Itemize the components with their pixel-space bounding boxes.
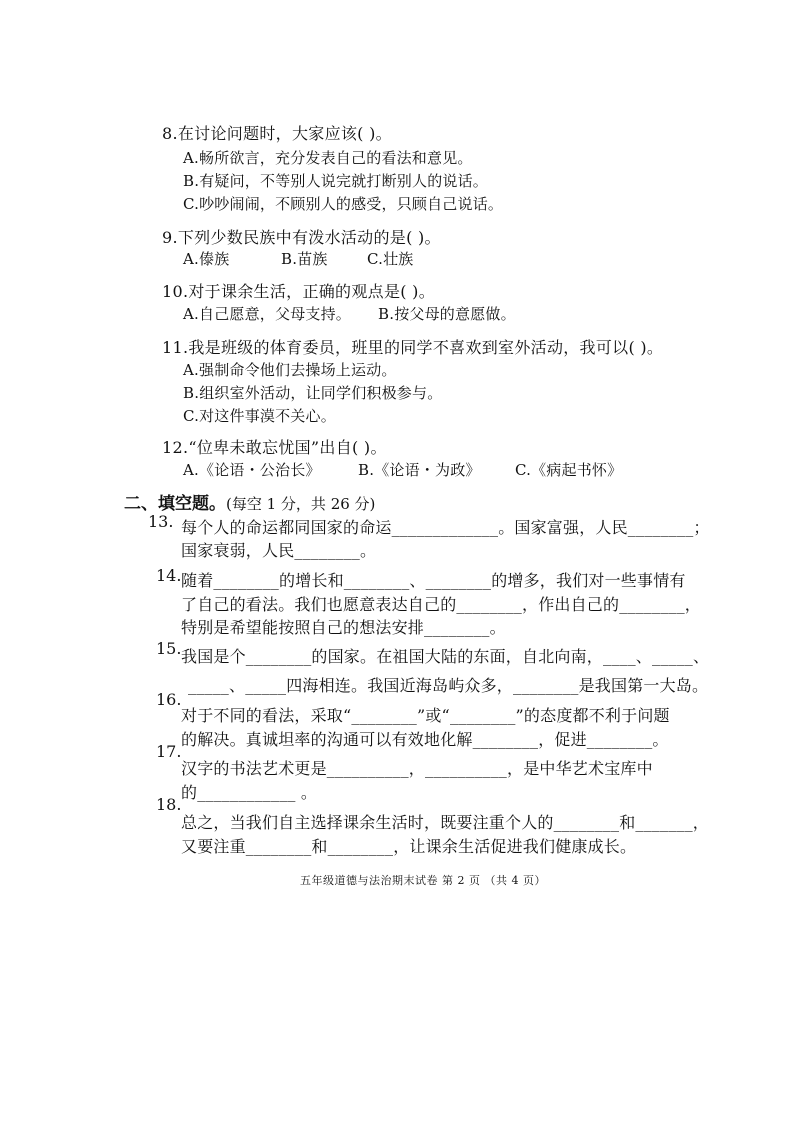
question-11-stem: 11.我是班级的体育委员，班里的同学不喜欢到室外活动，我可以( )。 bbox=[162, 338, 664, 357]
question-17-line-2: 的____________ 。 bbox=[181, 783, 318, 802]
question-14-line-3: 特别是希望能按照自己的想法安排________。 bbox=[181, 618, 506, 637]
question-9-option-b: B.苗族 bbox=[281, 250, 328, 268]
section-2-title: 二、填空题。 bbox=[124, 494, 226, 514]
question-12-option-c: C.《病起书怀》 bbox=[515, 461, 623, 479]
section-2-heading bbox=[124, 489, 375, 514]
question-11-option-a: A.强制命令他们去操场上运动。 bbox=[183, 361, 397, 379]
question-11-option-b: B.组织室外活动，让同学们积极参与。 bbox=[183, 384, 443, 402]
section-2-note: (每空 1 分，共 26 分) bbox=[226, 495, 376, 513]
question-13-line-2: 国家衰弱，人民________。 bbox=[181, 541, 377, 560]
question-11-option-c: C.对这件事漠不关心。 bbox=[183, 407, 336, 425]
question-10-stem: 10.对于课余生活，正确的观点是( )。 bbox=[162, 282, 436, 301]
question-17-number: 17. bbox=[156, 742, 182, 761]
question-16-line-1: 对于不同的看法，采取“________”或“________”的态度都不利于问题 bbox=[181, 706, 670, 725]
question-8-option-a: A.畅所欲言，充分发表自己的看法和意见。 bbox=[183, 149, 473, 167]
question-8-stem: 8.在讨论问题时，大家应该( )。 bbox=[162, 124, 392, 143]
question-8-option-b: B.有疑问，不等别人说完就打断别人的说话。 bbox=[183, 172, 488, 190]
question-9-option-a: A.傣族 bbox=[183, 250, 230, 268]
question-10-option-b: B.按父母的意愿做。 bbox=[378, 305, 516, 323]
question-14-number: 14. bbox=[156, 566, 182, 585]
question-12-option-b: B.《论语・为政》 bbox=[358, 461, 481, 479]
question-17-line-1: 汉字的书法艺术更是__________，__________，是中华艺术宝库中 bbox=[181, 759, 653, 778]
question-9-option-c: C.壮族 bbox=[367, 250, 414, 268]
question-18-line-2: 又要注重________和________，让课余生活促进我们健康成长。 bbox=[181, 837, 637, 856]
question-14-line-1: 随着________的增长和________、________的增多，我们对一些事情有 bbox=[181, 571, 686, 590]
question-12-option-a: A.《论语・公治长》 bbox=[183, 461, 321, 479]
question-9-stem: 9.下列少数民族中有泼水活动的是( )。 bbox=[162, 228, 441, 247]
question-15-line-1: 我国是个________的国家。在祖国大陆的东面，自北向南，____、_____、 bbox=[181, 647, 710, 666]
question-12-stem: 12.“位卑未敢忘忧国”出自( )。 bbox=[162, 438, 387, 457]
question-8-option-c: C.吵吵闹闹，不顾别人的感受，只顾自己说话。 bbox=[183, 195, 504, 213]
question-15-number: 15. bbox=[156, 639, 182, 658]
question-16-line-2: 的解决。真诚坦率的沟通可以有效地化解________，促进________。 bbox=[181, 730, 669, 749]
question-15-line-2: _____、_____四海相连。我国近海岛屿众多，________是我国第一大岛。 bbox=[188, 676, 709, 695]
question-13-line-1: 每个人的命运都同国家的命运_____________。国家富强，人民________； bbox=[181, 518, 710, 537]
question-14-line-2: 了自己的看法。我们也愿意表达自己的________，作出自己的________， bbox=[181, 595, 702, 614]
page-footer: 五年级道德与法治期末试卷 第 2 页 （共 4 页） bbox=[300, 874, 546, 887]
question-18-number: 18. bbox=[156, 795, 182, 814]
question-13-number: 13. bbox=[148, 512, 174, 531]
question-10-option-a: A.自己愿意，父母支持。 bbox=[183, 305, 352, 323]
question-18-line-1: 总之，当我们自主选择课余生活时，既要注重个人的________和_______， bbox=[181, 813, 710, 832]
question-16-number: 16. bbox=[156, 690, 182, 709]
